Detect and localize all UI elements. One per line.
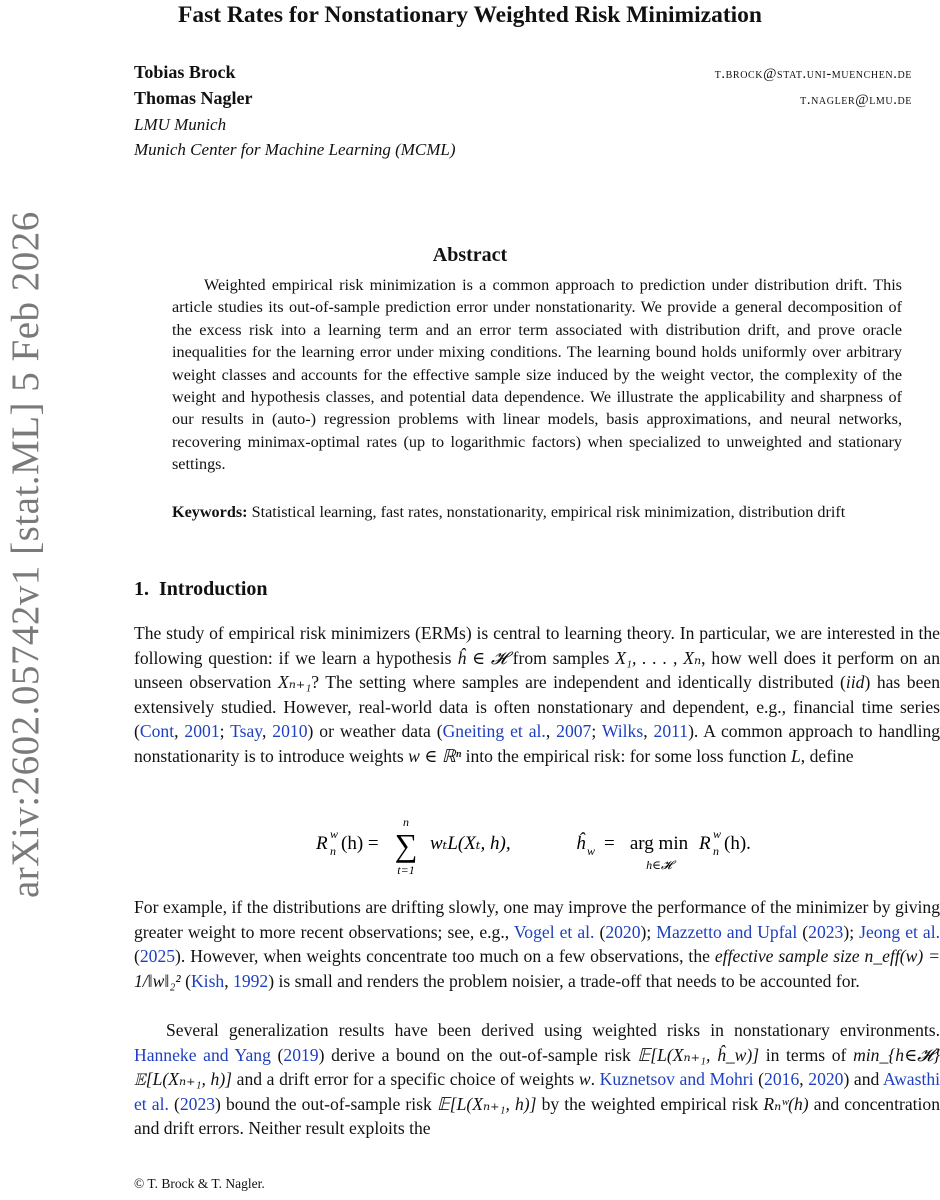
text-run: ) or weather data ( [307, 721, 443, 741]
text-run: , [545, 721, 557, 741]
citation-link[interactable]: 2023 [179, 1093, 216, 1114]
citation-link[interactable]: 1992 [233, 970, 269, 991]
eq-sum-top: n [403, 816, 409, 829]
citation-link[interactable]: Wilks [601, 721, 644, 741]
emphasis: effective sample size [714, 946, 860, 966]
author-name-1: Tobias Brock [134, 62, 236, 82]
eq-sum-sign: ∑ [394, 827, 418, 863]
text-run: , [174, 721, 185, 741]
math-inline: w ∈ ℝⁿ [408, 745, 462, 766]
text-run: ) has been extensively studied. However, real-world data is often nonstationary and dependent, e.g., financial time series ( [134, 672, 940, 741]
eq-lhs-sup: w [330, 827, 339, 841]
display-equation [316, 816, 796, 876]
text-run: ? The setting where samples are independent and identically distributed ( [311, 672, 846, 692]
arxiv-sidebar [3, 211, 51, 908]
citation-link[interactable]: 2010 [272, 721, 308, 741]
text-run: is small and renders the problem noisier, a trade-off that needs to be accounted for. [274, 970, 860, 991]
eq-summand: wₜL(Xₜ, h), [430, 833, 511, 854]
section-number: 1. [134, 578, 149, 600]
eq-argmin-sub: h∈𝓗 [646, 858, 672, 872]
text-run: derive a bound on the out-of-sample risk [324, 1044, 638, 1065]
citation-link[interactable]: Hanneke and Yang [134, 1044, 271, 1065]
paper-title: Fast Rates for Nonstationary Weighted Risk Minimization [177, 2, 762, 28]
eq-lhs: R [316, 833, 328, 854]
citation-link[interactable]: Gneiting et al. [442, 721, 546, 741]
eq-lhs-arg: (h) = [341, 833, 379, 854]
text-run: , [643, 721, 654, 741]
text-run: bound the out-of-sample risk [220, 1093, 437, 1114]
intro-paragraph-2: For example, if the distributions are drifting slowly, one may improve the performance of the minimizer by giving greater weight to more recent observations; see, e.g., Vogel et al. (2020); Mazzetto and Upfal (2023); Jeong et al. (2025). However, when weights concentrate too much on a few observations, the effective sample size n_eff(w) = 1/‖w‖₂² (Kish, 1992) is small and renders the problem noisier, a trade-off that needs to be accounted for. [134, 897, 940, 991]
math-inline: Xₙ₊₁ [277, 672, 312, 692]
eq-rhs-arg: (h). [724, 833, 751, 854]
math-inline: w [578, 1069, 591, 1089]
text-run: . [590, 1069, 600, 1089]
citation-link[interactable]: Vogel et al. [513, 921, 595, 942]
eq-rhs-sup: w [713, 827, 722, 841]
text-run: , define [800, 745, 854, 766]
eq-sum-bottom: t=1 [397, 863, 415, 876]
citation-link[interactable]: 2020 [605, 921, 641, 942]
math-inline: 𝔼[L(Xₙ₊₁, ĥ_w)] [637, 1044, 760, 1065]
author-name-2: Thomas Nagler [134, 88, 253, 108]
citation-link[interactable]: Jeong et al. [859, 921, 940, 942]
citation-link[interactable]: 2001 [184, 721, 220, 741]
affiliation-2: Munich Center for Machine Learning (MCML) [134, 140, 456, 159]
math-inline: X₁, . . . , Xₙ [615, 647, 702, 668]
citation-link[interactable]: 2025 [139, 946, 176, 966]
text-run: Several generalization results have been derived using weighted risks in nonstationary environments. [166, 1020, 940, 1040]
abstract-heading: Abstract [432, 244, 508, 266]
text-run: , [261, 721, 273, 741]
abstract-text: Weighted empirical risk minimization is a common approach to prediction under distribution drift. This article studies its out-of-sample prediction error under nonstationarity. We provide a general decomposition of the excess risk into a learning term and an error term associated with distribution drift, and prove oracle inequalities for the learning error under mixing conditions. The learning bound holds uniformly over arbitrary weight classes and accounts for the effective sample size induced by the weight vector, the complexity of the weight and hypothesis classes, and potential data dependence. We illustrate the applicability and sharpness of our results in (auto-) regression problems with linear models, basis approximations, and neural networks, recovering minimax-optimal rates (up to logarithmic factors) when specialized to unweighted and stationary settings. [172, 276, 902, 474]
eq-rhs-lhs: ĥ [576, 833, 586, 854]
citation-link[interactable]: Mazzetto and Upfal [656, 921, 798, 942]
math-inline: L [791, 745, 801, 766]
citation-link[interactable]: 2011 [653, 721, 689, 741]
citation-link[interactable]: 2020 [808, 1069, 844, 1089]
text-run: ). A common approach to handling nonstationarity is to introduce weights [134, 721, 940, 766]
section-heading [134, 578, 268, 601]
math-inline: 𝔼[L(Xₙ₊₁, h)] [436, 1093, 537, 1114]
eq-rhs: R [699, 833, 711, 854]
text-run: and [849, 1069, 883, 1089]
citation-link[interactable]: Awasthi et al. [134, 1069, 940, 1114]
math-inline: ĥ ∈ 𝓗 [457, 647, 507, 668]
text-run: and a drift error for a specific choice of weights [232, 1069, 579, 1089]
keywords-label: Keywords: [172, 503, 248, 521]
text-run: , how well does it perform on an unseen observation [134, 647, 940, 692]
eq-rhs-eq: = [604, 833, 615, 854]
citation-link[interactable]: 2016 [764, 1069, 800, 1089]
affiliation-1: LMU Munich [134, 115, 227, 134]
text-run: For example, if the distributions are drifting slowly, one may improve the performance of the minimizer by giving greater weight to more recent observations; see, e.g., [134, 897, 940, 942]
text-run: ; [591, 721, 602, 741]
author-email-1[interactable]: t.brock@stat.uni-muenchen.de [714, 66, 912, 82]
text-run: ; [219, 721, 231, 741]
intro-paragraph-3: Several generalization results have been derived using weighted risks in nonstationary environments. Hanneke and Yang (2019) derive a bound on the out-of-sample risk 𝔼[L(Xₙ₊₁, ĥ_w)] in terms of min_{h∈𝓗} 𝔼[L(Xₙ₊₁, h)] and a drift error for a specific choice of weights w. Kuznetsov and Mohri (2016, 2020) and Awasthi et al. (2023) bound the out-of-sample risk 𝔼[L(Xₙ₊₁, h)] by the weighted empirical risk Rₙʷ(h) and concentration and drift errors. Neither result exploits the [134, 1020, 940, 1138]
text-run: in terms of [759, 1044, 854, 1065]
keywords [172, 501, 902, 523]
math-inline: n_eff(w) = 1/‖w‖₂² [134, 946, 940, 991]
arxiv-identifier[interactable]: arXiv:2602.05742v1 [stat.ML] 5 Feb 2026 [4, 211, 47, 898]
text-run: into the empirical risk: for some loss function [461, 745, 791, 766]
eq-lhs-sub: n [330, 844, 336, 858]
math-inline: iid [845, 672, 865, 692]
citation-link[interactable]: 2019 [283, 1044, 319, 1065]
math-inline: min_{h∈𝓗} 𝔼[L(Xₙ₊₁, h)] [134, 1044, 940, 1089]
intro-paragraph-1 [134, 621, 940, 768]
section-title: Introduction [159, 578, 268, 600]
citation-link[interactable]: Kish [190, 970, 225, 991]
eq-rhs-sub: n [713, 844, 719, 858]
copyright-footer: © T. Brock & T. Nagler. [134, 1176, 265, 1191]
citation-link[interactable]: 2007 [556, 721, 592, 741]
author-email-2[interactable]: t.nagler@lmu.de [800, 92, 912, 108]
citation-link[interactable]: Cont [139, 721, 175, 741]
citation-link[interactable]: 2023 [808, 921, 844, 942]
text-run: from samples [506, 647, 616, 668]
text-run: and concentration and drift errors. Neither result exploits the [134, 1093, 940, 1138]
eq-rhs-lhs-sub: w [587, 844, 596, 858]
math-inline: Rₙʷ(h) [763, 1093, 809, 1114]
text-run: The study of empirical risk minimizers (ERMs) is central to learning theory. In particular, we are interested in the following question: if we learn a hypothesis [134, 623, 940, 668]
eq-argmin: arg min [629, 833, 689, 854]
text-run: by the weighted empirical risk [536, 1093, 764, 1114]
citation-link[interactable]: Tsay [230, 721, 262, 741]
citation-link[interactable]: Kuznetsov and Mohri [599, 1069, 754, 1089]
keywords-list: Statistical learning, fast rates, nonstationarity, empirical risk minimization, distribution drift [251, 503, 846, 521]
text-run: . However, when weights concentrate too much on a few observations, the [180, 946, 715, 966]
